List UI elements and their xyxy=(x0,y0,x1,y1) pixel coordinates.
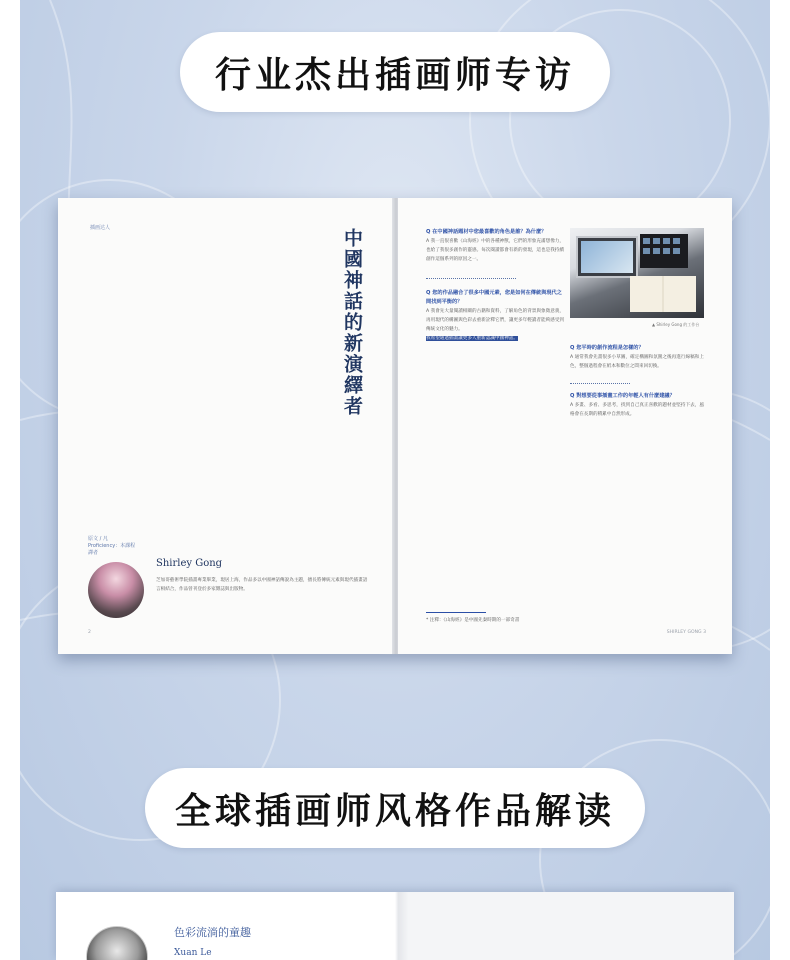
sketchbook-shape xyxy=(630,276,696,312)
footnote-rule xyxy=(426,612,486,613)
background-panel xyxy=(20,0,770,960)
footnote: * 注釋：《山海經》是中國先秦時期的一部奇書 xyxy=(426,618,520,623)
right-page xyxy=(398,198,732,654)
workspace-photo xyxy=(570,228,704,318)
qa-column-top xyxy=(426,228,564,343)
tablet-tile xyxy=(643,238,650,244)
article-title: 中國神話的新演繹者 xyxy=(341,228,363,417)
question-4: Q 對想要從事插畫工作的年輕人有什麼建議？ xyxy=(570,393,675,399)
credit-line: 譯者 xyxy=(88,550,99,556)
left-page xyxy=(58,198,394,654)
qa-column-side xyxy=(570,344,704,419)
card-artist-name: Xuan Le xyxy=(174,948,212,958)
tablet-tile xyxy=(653,248,660,254)
divider xyxy=(426,278,516,279)
tablet-tile xyxy=(673,238,680,244)
tablet-tile xyxy=(673,248,680,254)
question-2: Q 您的作品融合了很多中國元素，您是如何在傳統與現代之間找到平衡的？ xyxy=(426,290,562,305)
question-3: Q 您平時的創作流程是怎樣的？ xyxy=(570,345,644,351)
answer-2-highlight xyxy=(426,334,564,343)
credit-block xyxy=(88,536,188,557)
answer-4: A 多畫、多看、多思考，找到自己真正喜歡的題材並堅持下去，風格會在長期的積累中自然形成。 xyxy=(570,403,704,417)
question-1: Q 在中國神話題材中您最喜歡的角色是誰？為什麼？ xyxy=(426,229,547,235)
laptop-screen xyxy=(581,241,633,273)
answer-2: A 我會先大量閱讀相關的古籍和資料，了解角色的背景與象徵意義，再用現代的構圖與色彩去重新詮釋它們，讓更多年輕讀者能夠感受到傳統文化的魅力。 xyxy=(426,309,564,332)
analysis-banner: 全球插画师风格作品解读 xyxy=(145,768,645,848)
divider xyxy=(570,383,630,384)
highlight-text: 我希望通過插畫讓更多人重新認識中國神話。 xyxy=(426,336,518,341)
artist-name: Shirley Gong xyxy=(156,558,223,569)
tablet-tile xyxy=(653,238,660,244)
section-tag: 插画达人 xyxy=(90,225,111,231)
tablet-tile xyxy=(643,248,650,254)
artist-photo xyxy=(86,926,148,960)
card-title: 色彩流淌的童趣 xyxy=(174,926,251,939)
tablet-tile xyxy=(663,238,670,244)
credit-line: Proficiency：本課程 xyxy=(88,543,136,549)
tablet-shape xyxy=(640,234,688,268)
answer-1: A 我一直很喜歡《山海經》中的各種神獸，它們的形象充滿想像力，也給了我很多創作的靈感。每次閱讀都會有新的發現，這也是我持續創作這個系列的原因之一。 xyxy=(426,239,564,262)
artist-bio: 芝加哥藝術學院插畫專業畢業，現居上海，作品多以中國神話傳說為主題，擅長將傳統元素與現代插畫語言相結合，作品曾刊登於多家雜誌與出版物。 xyxy=(156,578,368,592)
laptop-shape xyxy=(576,236,638,278)
page-number-left: 2 xyxy=(88,630,91,635)
magazine-spread xyxy=(58,198,732,654)
artist-photo xyxy=(88,562,144,618)
next-article-card xyxy=(56,892,734,960)
interview-banner: 行业杰出插画师专访 xyxy=(180,32,610,112)
tablet-tile xyxy=(663,248,670,254)
photo-caption: ▲ Shirley Gong 的工作台 xyxy=(652,322,700,327)
answer-3: A 通常我會先畫很多小草圖，確定構圖和氛圍之後再進行線稿和上色，整個過程會在紙本和數位之間來回切換。 xyxy=(570,355,704,369)
credit-line: 原文 / 凡 xyxy=(88,536,108,542)
page-number-right: SHIRLEY GONG 3 xyxy=(666,630,706,635)
